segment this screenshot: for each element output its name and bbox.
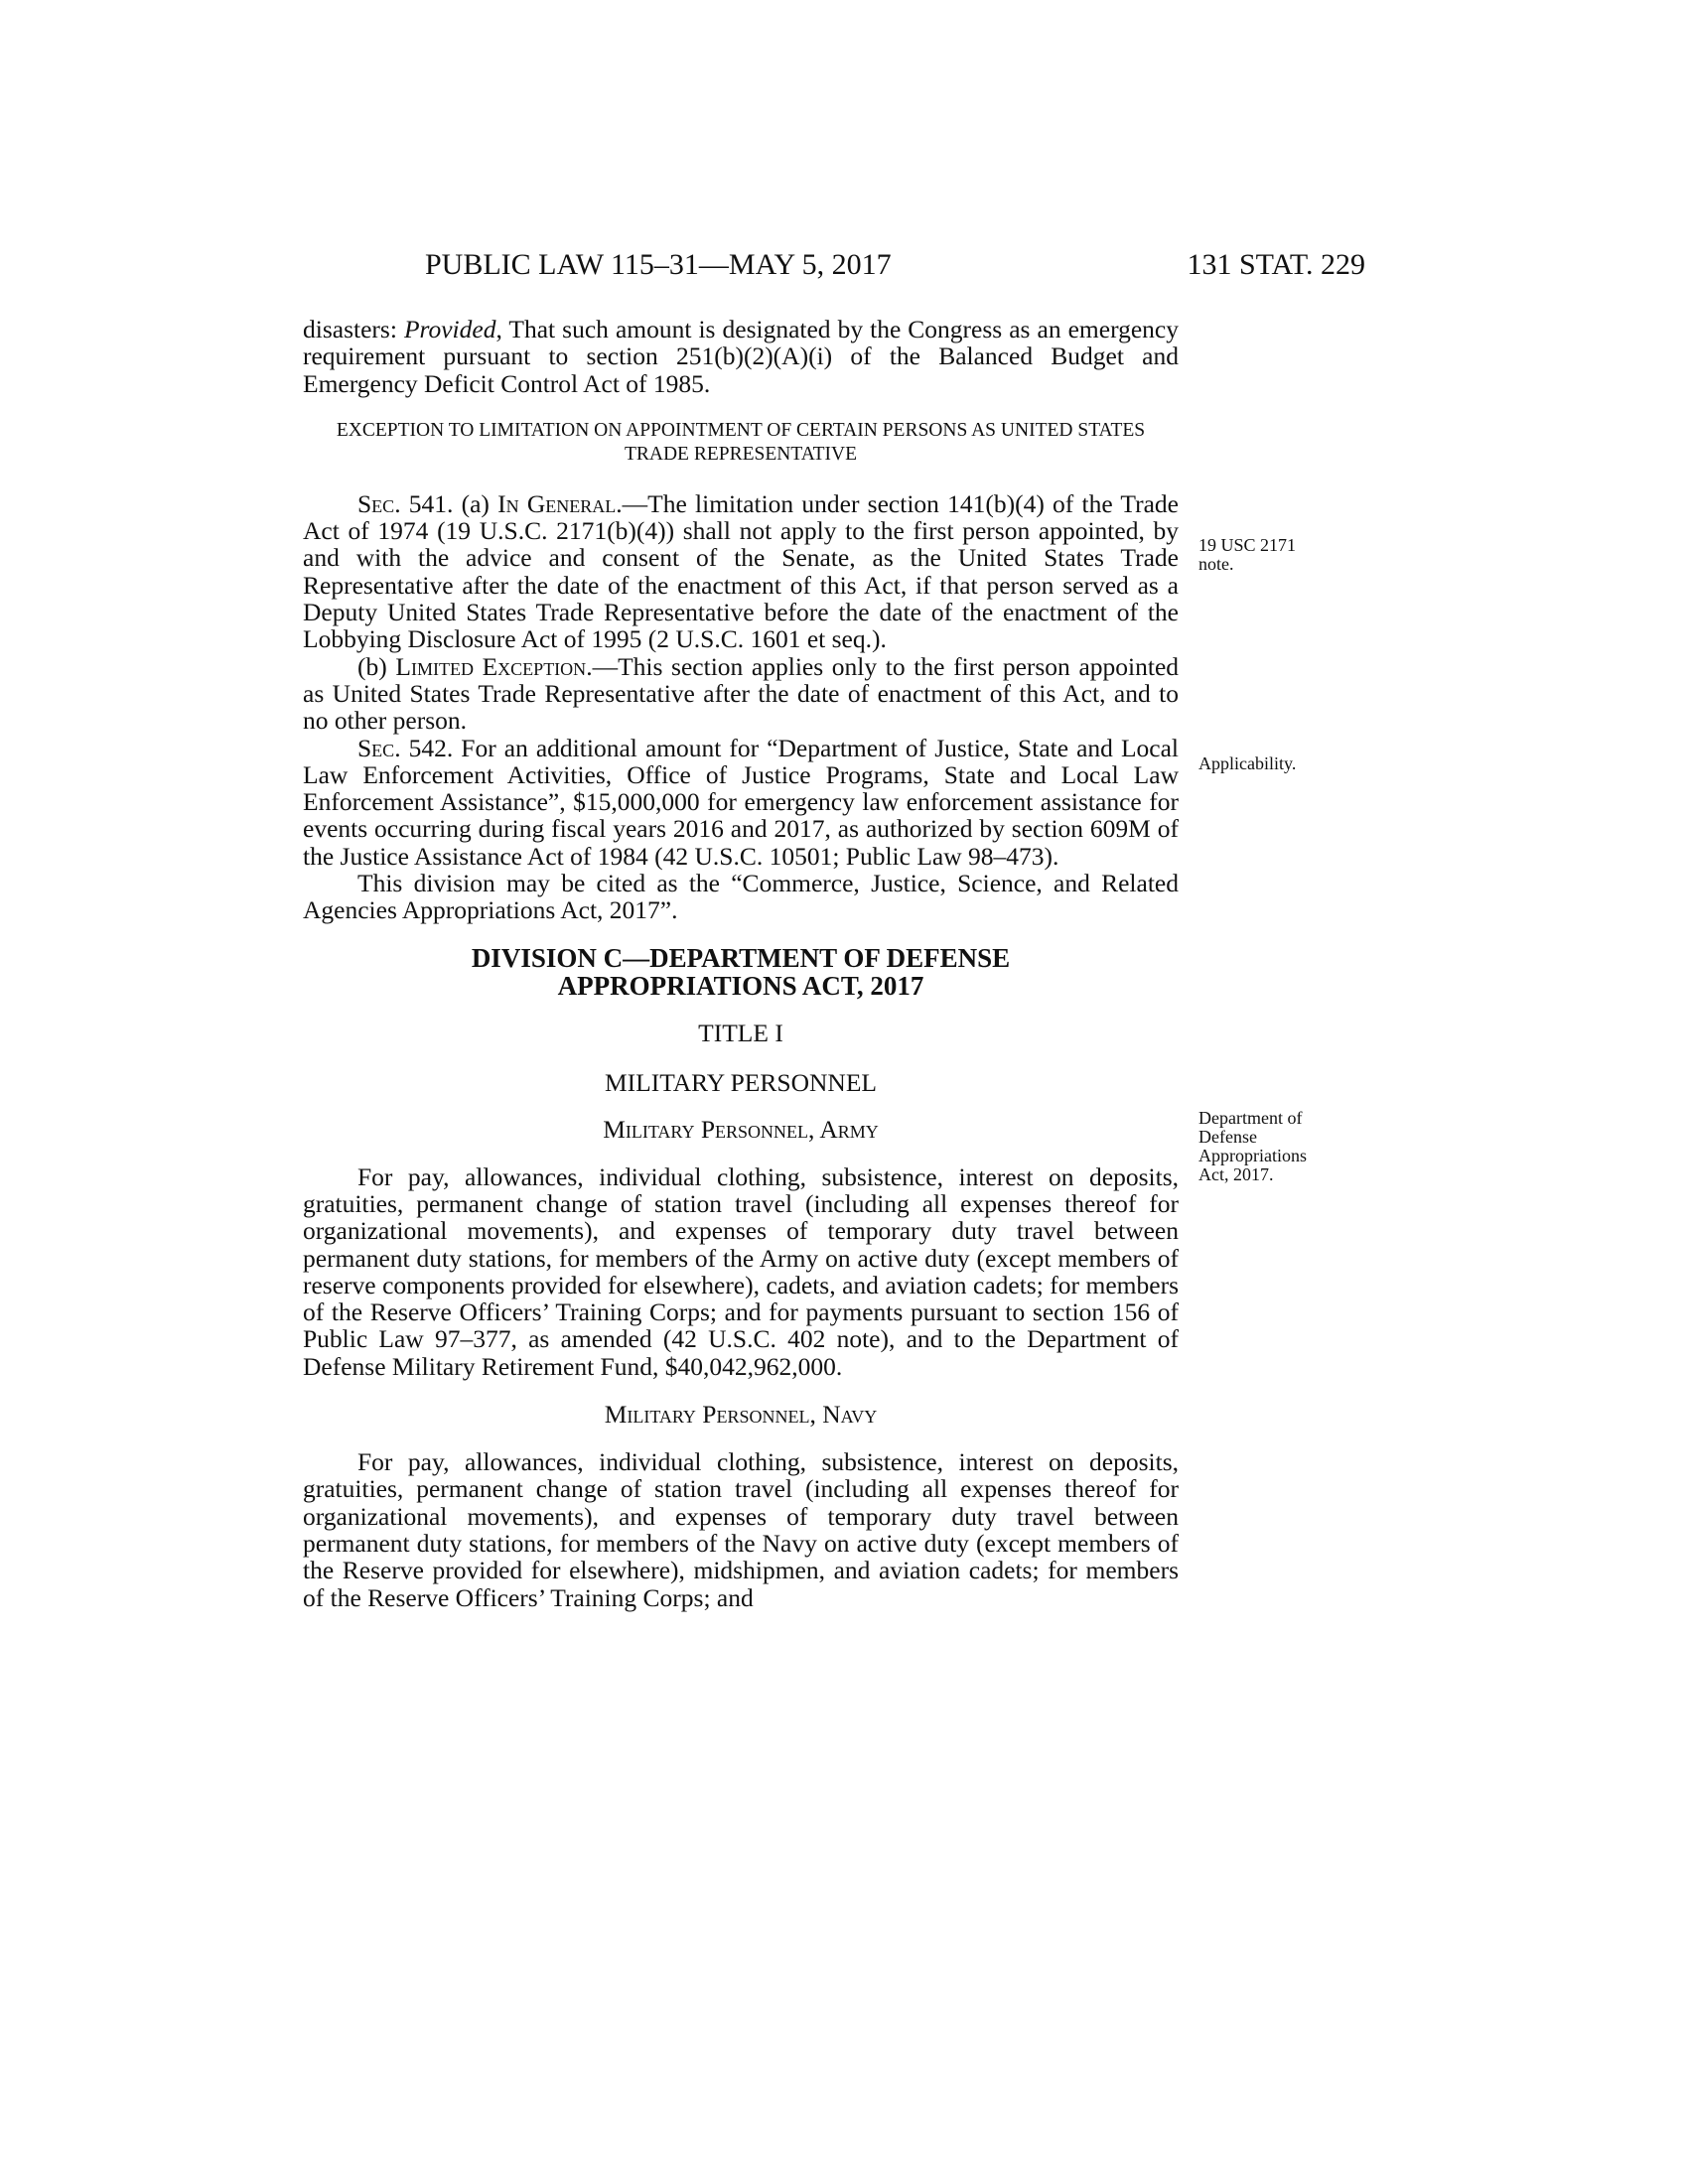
provided-italic: Provided: [403, 315, 496, 343]
army-paragraph: For pay, allowances, individual clothing, subsistence, interest on deposits, gratuities, permanent change of station travel (including all expenses thereof for organizational movements), and expenses of temporary duty travel between permanent duty stations, for members of the Army on active duty (except members of reserve components provided for elsewhere), cadets, and aviation cadets; for members of the Reserve Officers’ Training Corps; and for payments pursuant to section 156 of Public Law 97–377, as amended (42 U.S.C. 402 note), and to the Department of Defense Military Retirement Fund, $40,042,962,000.: [303, 1161, 1179, 1381]
division-citation: This division may be cited as the “Commerce, Justice, Science, and Related Agencies Appropriations Act, 2017”.: [303, 869, 1179, 925]
continuation-paragraph: disasters: Provided, That such amount is designated by the Congress as an emergency requirement pursuant to section 251(b)(2)(A)(i) of the Balanced Budget and Emergency Deficit Control Act of 1985.: [303, 315, 1179, 398]
section-541-a: Sec. 541. (a) In General.—The limitation under section 141(b)(4) of the Trade Act of 1974 (19 U.S.C. 2171(b)(4)) shall not apply to the first person appointed, by and with the advice and consent of the Senate, as the United States Trade Representative after the date of the enactment of this Act, if that person served as a Deputy United States Trade Representative before the date of the enactment of the Lobbying Disclosure Act of 1995 (2 U.S.C. 1601 et seq.).: [303, 488, 1179, 654]
in-general-caption: In General: [497, 488, 617, 518]
main-text-column: [303, 316, 1179, 1611]
navy-heading: Military Personnel, Navy: [604, 1400, 878, 1430]
division-c-heading-line1: DIVISION C—DEPARTMENT OF DEFENSE: [471, 942, 1011, 973]
military-personnel-heading: MILITARY PERSONNEL: [605, 1067, 877, 1097]
stat-page-number: 131 STAT. 229: [1187, 248, 1365, 281]
section-541-b: (b) Limited Exception.—This section applies only to the first person appointed as United States Trade Representative after the date of enactment of this Act, and to no other person.: [303, 651, 1180, 736]
limited-exception-caption: Limited Exception: [395, 651, 587, 681]
margin-note-dod-act: Department of Defense Appropriations Act, 2017.: [1198, 1108, 1307, 1184]
section-541-heading: EXCEPTION TO LIMITATION ON APPOINTMENT OF CERTAIN PERSONS AS UNITED STATES TRADE REPRESENTATIVE: [336, 419, 1146, 465]
army-heading: Military Personnel, Army: [603, 1114, 879, 1144]
section-542: Sec. 542. For an additional amount for “Department of Justice, State and Local Law Enforcement Activities, Office of Justice Programs, State and Local Law Enforcement Assistance”, $15,000,000 for emergency law enforcement assistance for events occurring during fiscal years 2016 and 2017, as authorized by section 609M of the Justice Assistance Act of 1984 (42 U.S.C. 10501; Public Law 98–473).: [303, 733, 1179, 871]
division-c-heading-line2: APPROPRIATIONS ACT, 2017: [557, 970, 924, 1001]
navy-paragraph: For pay, allowances, individual clothing, subsistence, interest on deposits, gratuities, permanent change of station travel (including all expenses thereof for organizational movements), and expenses of temporary duty travel between permanent duty stations, for members of the Navy on active duty (except members of the Reserve provided for elsewhere), midshipmen, and aviation cadets; for members of the Reserve Officers’ Training Corps; and: [303, 1447, 1179, 1612]
margin-note-usc: 19 USC 2171 note.: [1198, 535, 1297, 574]
margin-note-applicability: Applicability.: [1198, 753, 1297, 773]
law-title: PUBLIC LAW 115–31—MAY 5, 2017: [425, 248, 892, 281]
title-i-heading: TITLE I: [698, 1018, 783, 1047]
page-header: [0, 248, 1688, 288]
